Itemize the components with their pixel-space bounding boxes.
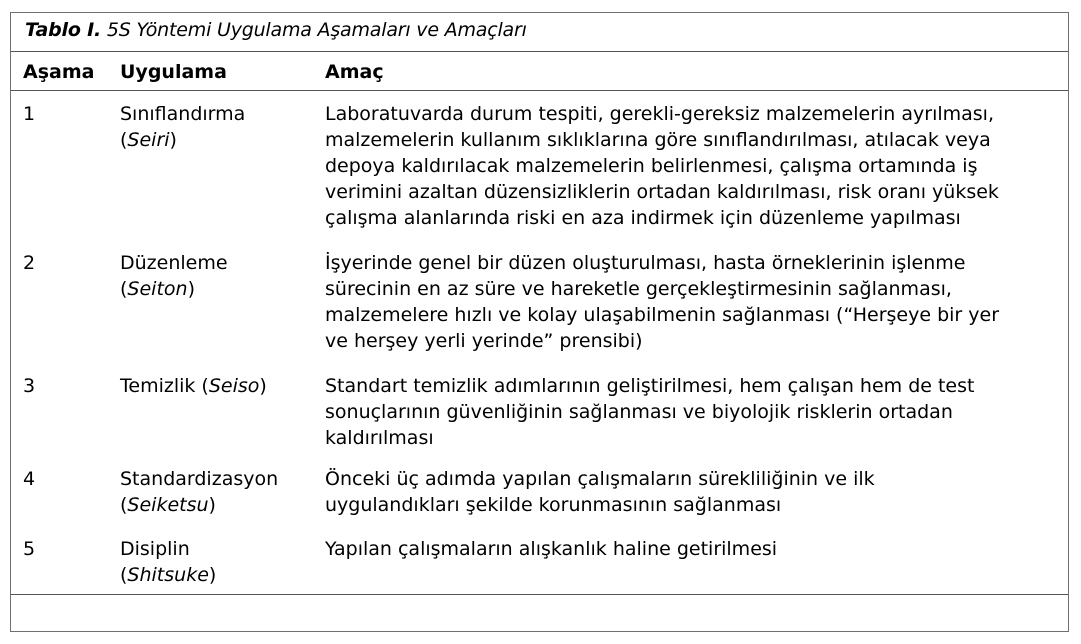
caption-label: Tablo I. <box>25 19 101 41</box>
row-4-purpose <box>325 466 875 518</box>
row-1-purpose-line-4: verimini azaltan düzensizliklerin ortadan kaldırılması, risk oranı yüksek <box>325 181 999 203</box>
row-1-purpose <box>325 101 999 231</box>
header-step: Aşama <box>23 61 95 83</box>
header-divider <box>11 90 1068 91</box>
row-1-term-line: (Seiri) <box>120 129 177 151</box>
row-4-step: 4 <box>23 468 36 490</box>
row-2-step: 2 <box>23 252 36 274</box>
row-5-term-line: (Shitsuke) <box>120 564 217 586</box>
row-1-purpose-line-5: çalışma alanlarında riski en aza indirmek için düzenleme yapılması <box>325 207 961 229</box>
row-4-name: Standardizasyon <box>120 468 279 490</box>
row-1-purpose-line-1: Laboratuvarda durum tespiti, gerekli-gereksiz malzemelerin ayrılması, <box>325 103 994 125</box>
row-3-term: Seiso <box>208 375 260 397</box>
row-2-name: Düzenleme <box>120 252 228 274</box>
row-4-term-line: (Seiketsu) <box>120 494 216 516</box>
row-3-application <box>120 373 267 399</box>
row-4-application <box>120 466 278 518</box>
row-1-name: Sınıflandırma <box>120 103 246 125</box>
header-purpose: Amaç <box>325 61 384 83</box>
row-2-term: Seiton <box>127 278 188 300</box>
row-5-purpose <box>325 536 777 562</box>
row-3-step: 3 <box>23 375 36 397</box>
header-application: Uygulama <box>120 61 227 83</box>
table-bottom-rule <box>11 594 1068 595</box>
row-3-purpose-line-3: kaldırılması <box>325 427 434 449</box>
row-2-term-line: (Seiton) <box>120 278 195 300</box>
row-5-step: 5 <box>23 538 36 560</box>
row-1-purpose-line-2: malzemelerin kullanım sıklıklarına göre sınıflandırılması, atılacak veya <box>325 129 991 151</box>
row-4-purpose-line-2: uygulandıkları şekilde korunmasının sağlanması <box>325 494 782 516</box>
row-1-application <box>120 101 245 153</box>
row-1-purpose-line-3: depoya kaldırılacak malzemelerin belirlenmesi, çalışma ortamında iş <box>325 155 978 177</box>
table-caption <box>25 19 527 41</box>
row-2-purpose-line-4: ve herşey yerli yerinde” prensibi) <box>325 330 643 352</box>
row-2-application <box>120 250 228 302</box>
table-frame <box>10 12 1069 632</box>
row-5-term: Shitsuke <box>127 564 209 586</box>
row-2-purpose-line-3: malzemelere hızlı ve kolay ulaşabilmenin sağlanması (“Herşeye bir yer <box>325 304 1000 326</box>
row-3-purpose <box>325 373 974 451</box>
row-2-purpose-line-1: İşyerinde genel bir düzen oluşturulması, hasta örneklerinin işlenme <box>325 252 966 274</box>
caption-divider <box>11 51 1068 52</box>
caption-text: 5S Yöntemi Uygulama Aşamaları ve Amaçları <box>106 19 527 41</box>
row-3-name: Temizlik <box>120 375 196 397</box>
row-4-purpose-line-1: Önceki üç adımda yapılan çalışmaların sürekliliğinin ve ilk <box>325 468 875 490</box>
row-4-term: Seiketsu <box>127 494 209 516</box>
row-2-purpose-line-2: sürecinin en az süre ve hareketle gerçekleştirmesinin sağlanması, <box>325 278 952 300</box>
row-5-purpose-line-1: Yapılan çalışmaların alışkanlık haline getirilmesi <box>325 538 778 560</box>
row-1-step: 1 <box>23 103 36 125</box>
row-2-purpose <box>325 250 999 354</box>
row-3-name-line: Temizlik (Seiso) <box>120 375 267 397</box>
row-1-term: Seiri <box>127 129 170 151</box>
row-3-purpose-line-2: sonuçlarının güvenliğinin sağlanması ve biyolojik risklerin ortadan <box>325 401 953 423</box>
row-5-name: Disiplin <box>120 538 190 560</box>
row-3-purpose-line-1: Standart temizlik adımlarının geliştirilmesi, hem çalışan hem de test <box>325 375 975 397</box>
row-5-application <box>120 536 216 588</box>
